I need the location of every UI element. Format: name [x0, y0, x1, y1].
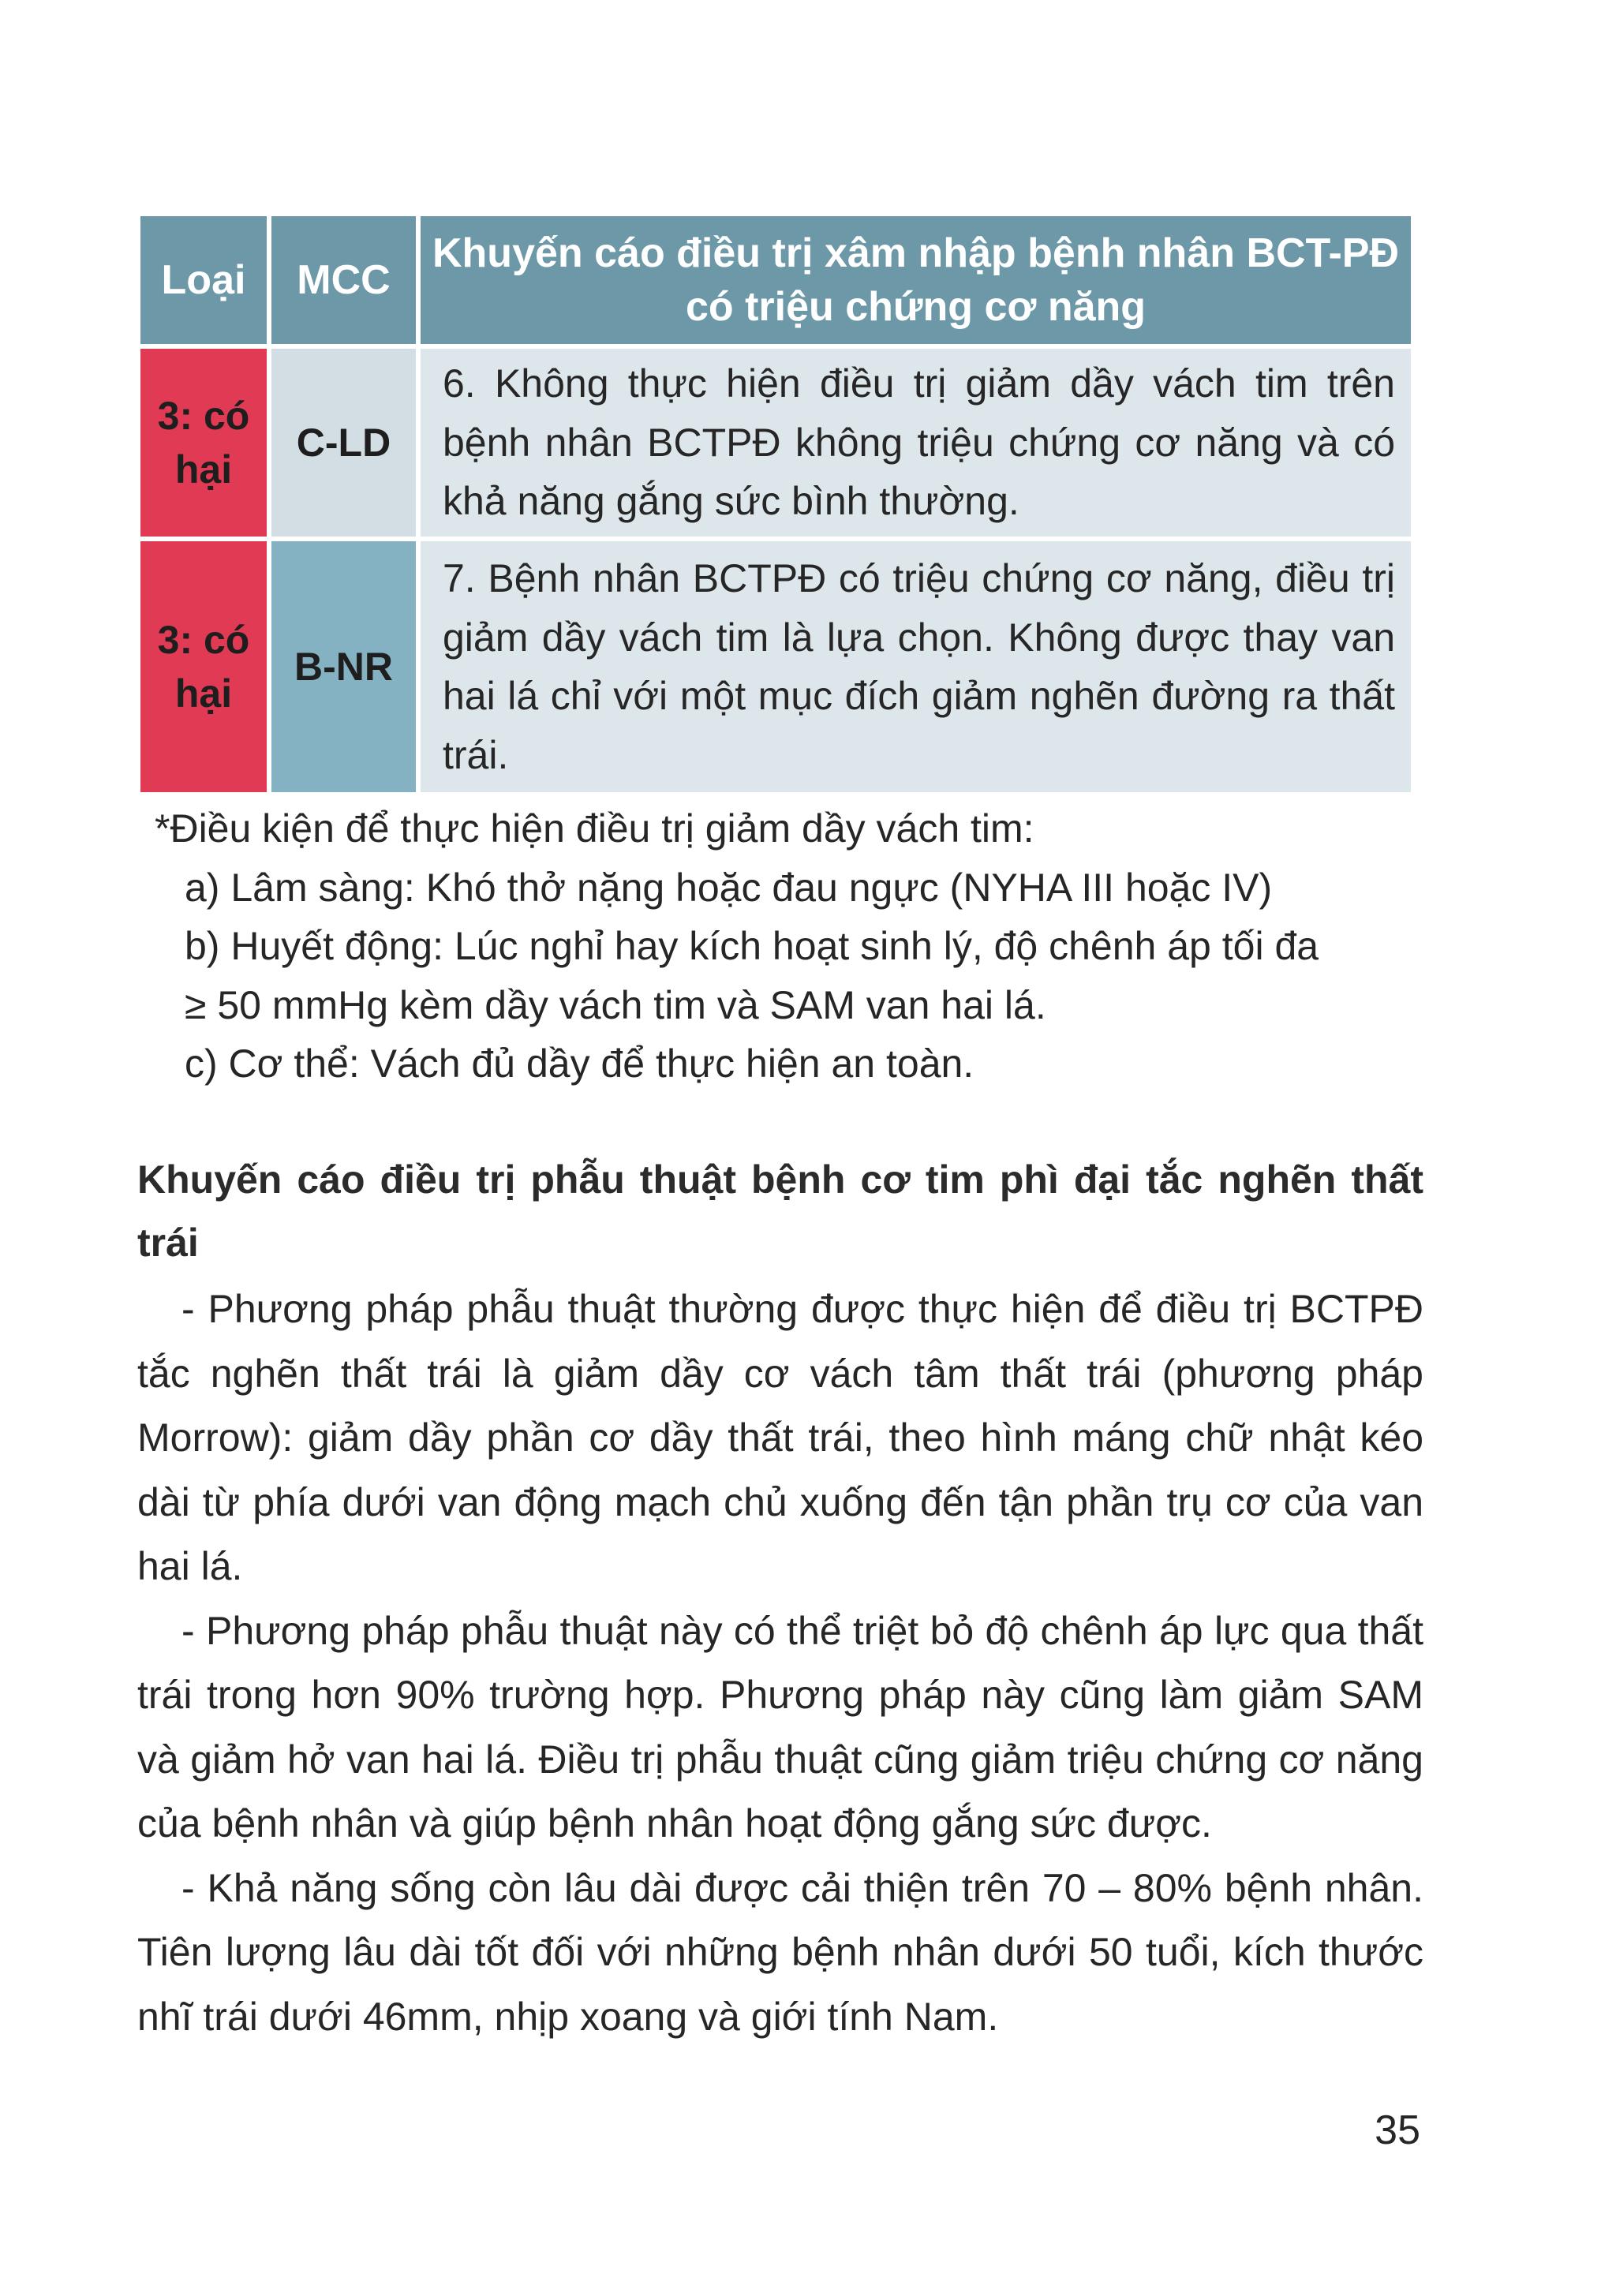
table-row: [140, 541, 1411, 792]
header-type: Loại: [140, 216, 267, 344]
paragraph: - Khả năng sống còn lâu dài được cải thiện trên 70 – 80% bệnh nhân. Tiên lượng lâu dài tốt đối với những bệnh nhân dưới 50 tuổi, kích thước nhĩ trái dưới 46mm, nhịp xoang và giới tính Nam.: [137, 1865, 1423, 2039]
header-mcc: MCC: [271, 216, 416, 344]
recommendation-cell: 6. Không thực hiện điều trị giảm dầy vách tim trên bệnh nhân BCTPĐ không triệu chứng cơ năng và có khả năng gắng sức bình thường.: [421, 349, 1411, 537]
section-body: [137, 1277, 1423, 2049]
section-heading: Khuyến cáo điều trị phẫu thuật bệnh cơ tim phì đại tắc nghẽn thất trái: [137, 1157, 1423, 1265]
page-number: 35: [1375, 2107, 1420, 2153]
condition-b-line2: ≥ 50 mmHg kèm dầy vách tim và SAM van hai lá.: [185, 982, 1046, 1027]
conditions-title: *Điều kiện để thực hiện điều trị giảm dầy vách tim:: [155, 806, 1034, 851]
paragraph: - Phương pháp phẫu thuật thường được thực hiện để điều trị BCTPĐ tắc nghẽn thất trái là giảm dầy cơ vách tâm thất trái (phương pháp Morrow): giảm dầy phần cơ dầy thất trái, theo hình máng chữ nhật kéo dài từ phía dưới van động mạch chủ xuống đến tận phần trụ cơ của van hai lá.: [137, 1287, 1423, 1588]
mcc-cell: C-LD: [271, 349, 416, 537]
recommendation-cell: 7. Bệnh nhân BCTPĐ có triệu chứng cơ năng, điều trị giảm dầy vách tim là lựa chọn. Không được thay van hai lá chỉ với một mục đích giảm nghẽn đường ra thất trái.: [421, 541, 1411, 792]
condition-a: a) Lâm sàng: Khó thở nặng hoặc đau ngực (NYHA III hoặc IV): [185, 865, 1273, 910]
paragraph: - Phương pháp phẫu thuật này có thể triệt bỏ độ chênh áp lực qua thất trái trong hơn 90% trường hợp. Phương pháp này cũng làm giảm SAM và giảm hở van hai lá. Điều trị phẫu thuật cũng giảm triệu chứng cơ năng của bệnh nhân và giúp bệnh nhân hoạt động gắng sức được.: [137, 1608, 1423, 1845]
table-row: [140, 349, 1411, 537]
conditions-note: [155, 799, 1420, 1094]
class-cell: 3: có hại: [140, 541, 267, 792]
header-recommendation: Khuyến cáo điều trị xâm nhập bệnh nhân BCT-PĐ có triệu chứng cơ năng: [421, 216, 1411, 344]
recommendation-table: [136, 211, 1416, 797]
condition-c: c) Cơ thể: Vách đủ dầy để thực hiện an toàn.: [185, 1041, 974, 1086]
condition-b-line1: b) Huyết động: Lúc nghỉ hay kích hoạt sinh lý, độ chênh áp tối đa: [185, 924, 1319, 968]
class-cell: 3: có hại: [140, 349, 267, 537]
table-header-row: [140, 216, 1411, 344]
mcc-cell: B-NR: [271, 541, 416, 792]
